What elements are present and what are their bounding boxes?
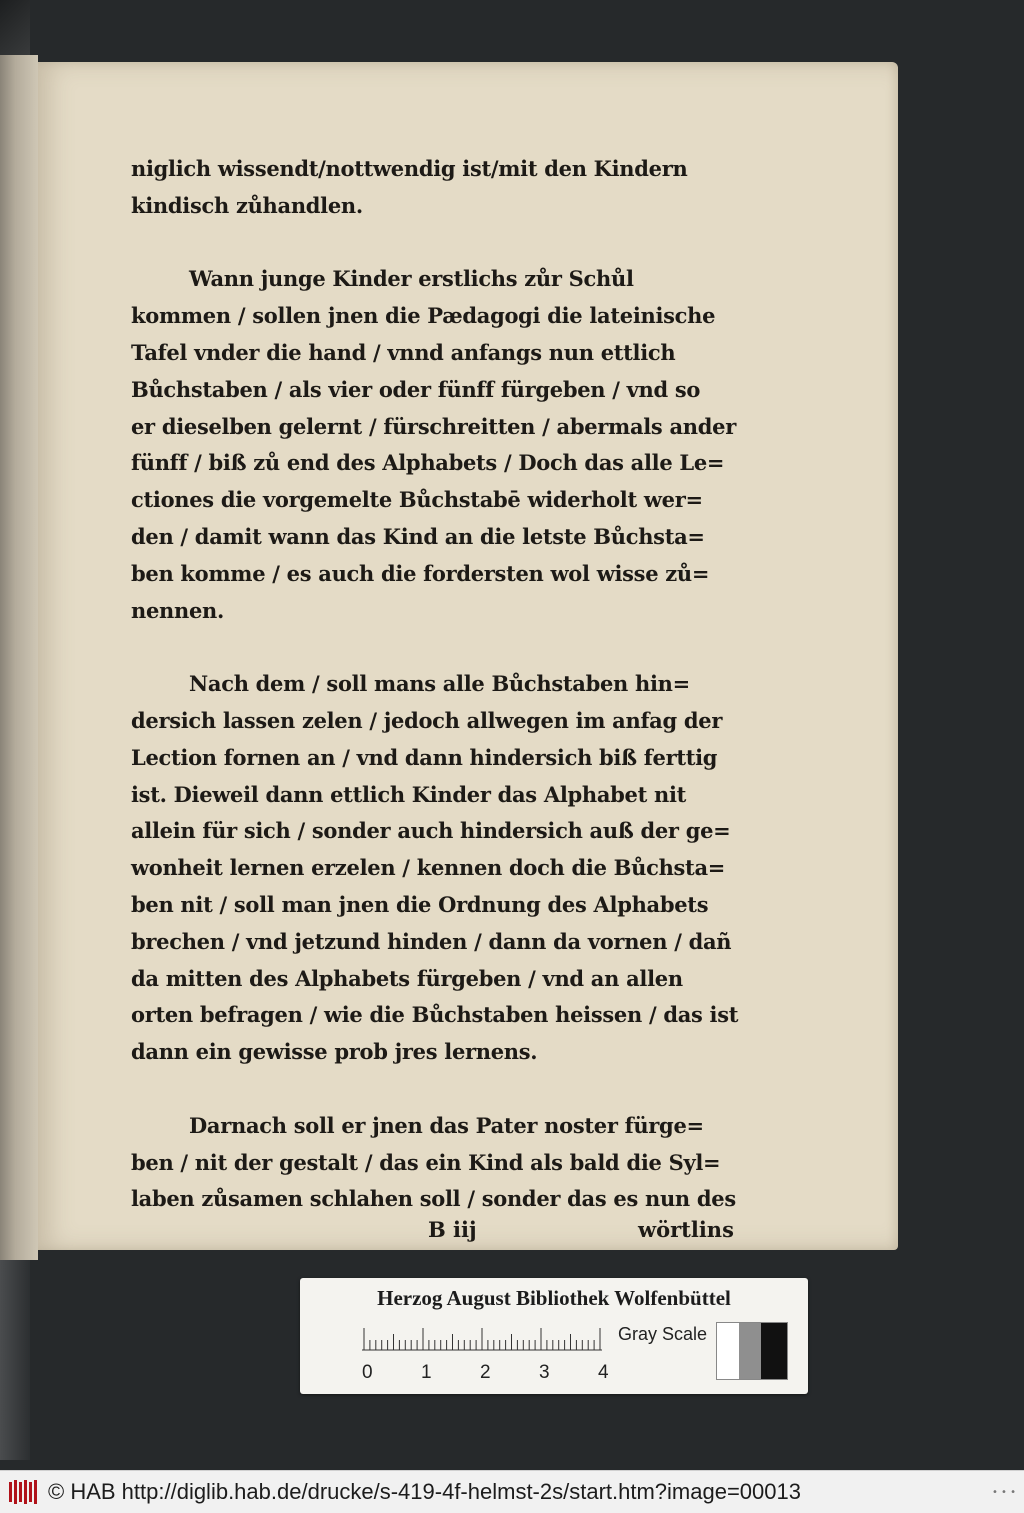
- footer-bar: [0, 1470, 1024, 1513]
- gray-swatch: [717, 1323, 739, 1379]
- ruler-number: 1: [421, 1362, 432, 1383]
- color-reference-card: [300, 1278, 808, 1394]
- card-title: Herzog August Bibliothek Wolfenbüttel: [377, 1286, 731, 1310]
- gray-swatch: [761, 1323, 787, 1379]
- grayscale-swatches: [716, 1322, 788, 1380]
- signature-mark: B iij: [428, 1217, 477, 1243]
- text-line: ben / nit der gestalt / das ein Kind als bald die Syl=: [131, 1149, 721, 1175]
- ruler-number: 3: [539, 1362, 550, 1383]
- book-spine-edge: [0, 1260, 30, 1460]
- text-line: dersich lassen zelen / jedoch allwegen im anfag der: [131, 708, 723, 733]
- grayscale-label: Gray Scale: [618, 1324, 708, 1344]
- text-line: Tafel vnder die hand / vnnd anfangs nun ettlich: [131, 340, 676, 365]
- text-line: kommen / sollen jnen die Pædagogi die lateinische: [131, 303, 716, 329]
- text-line: allein für sich / sonder auch hindersich auß der ge=: [131, 818, 731, 844]
- facing-page-edge: [0, 55, 38, 1260]
- text-line: Lection fornen an / vnd dann hindersich biß ferttig: [131, 744, 718, 770]
- text-line: ctiones die vorgemelte Bůchstabē widerholt wer=: [131, 487, 703, 513]
- catchword: wörtlins: [638, 1217, 734, 1243]
- text-line: nennen.: [131, 597, 225, 623]
- hab-logo-icon: [8, 1479, 40, 1505]
- text-line: wonheit lernen erzelen / kennen doch die Bůchsta=: [131, 855, 726, 881]
- ruler-number: 0: [362, 1362, 373, 1383]
- gray-swatch: [739, 1323, 761, 1379]
- text-line: Darnach soll er jnen das Pater noster fürge=: [189, 1112, 704, 1138]
- footer-dots-icon: • • •: [991, 1487, 1016, 1498]
- ruler-number: 4: [598, 1362, 609, 1383]
- ruler-number: 2: [480, 1362, 491, 1383]
- text-line: brechen / vnd jetzund hinden / dann da vornen / dañ: [131, 928, 732, 954]
- text-line: niglich wissendt/nottwendig ist/mit den Kindern: [131, 156, 688, 181]
- text-line: Nach dem / soll mans alle Bůchstaben hin=: [189, 671, 690, 697]
- text-line: laben zůsamen schlahen soll / sonder das es nun des: [131, 1186, 736, 1212]
- text-line: dann ein gewisse prob jres lernens.: [131, 1039, 538, 1065]
- book-corner: [0, 0, 30, 60]
- ruler-numbers: [362, 1362, 622, 1386]
- footer-source-url: © HAB http://diglib.hab.de/drucke/s-419-4f-helmst-2s/start.htm?image=00013: [48, 1479, 801, 1504]
- text-line: Wann junge Kinder erstlichs zůr Schůl: [189, 266, 634, 292]
- text-line: Bůchstaben / als vier oder fünff fürgeben / vnd so: [131, 376, 701, 402]
- ruler-scale: [362, 1324, 612, 1354]
- text-line: kindisch zůhandlen.: [131, 192, 363, 218]
- text-line: fünff / biß zů end des Alphabets / Doch das alle Le=: [131, 450, 725, 476]
- text-line: da mitten des Alphabets fürgeben / vnd an allen: [131, 965, 683, 991]
- text-line: den / damit wann das Kind an die letste Bůchsta=: [131, 524, 705, 549]
- text-line: ben komme / es auch die fordersten wol wisse zů=: [131, 560, 710, 586]
- text-line: er dieselben gelernt / fürschreitten / abermals ander: [131, 413, 736, 439]
- text-line: ben nit / soll man jnen die Ordnung des Alphabets: [131, 892, 709, 917]
- text-line: orten befragen / wie die Bůchstaben heissen / das ist: [131, 1002, 739, 1028]
- scanned-page: [38, 62, 898, 1250]
- text-line: ist. Dieweil dann ettlich Kinder das Alphabet nit: [131, 781, 687, 807]
